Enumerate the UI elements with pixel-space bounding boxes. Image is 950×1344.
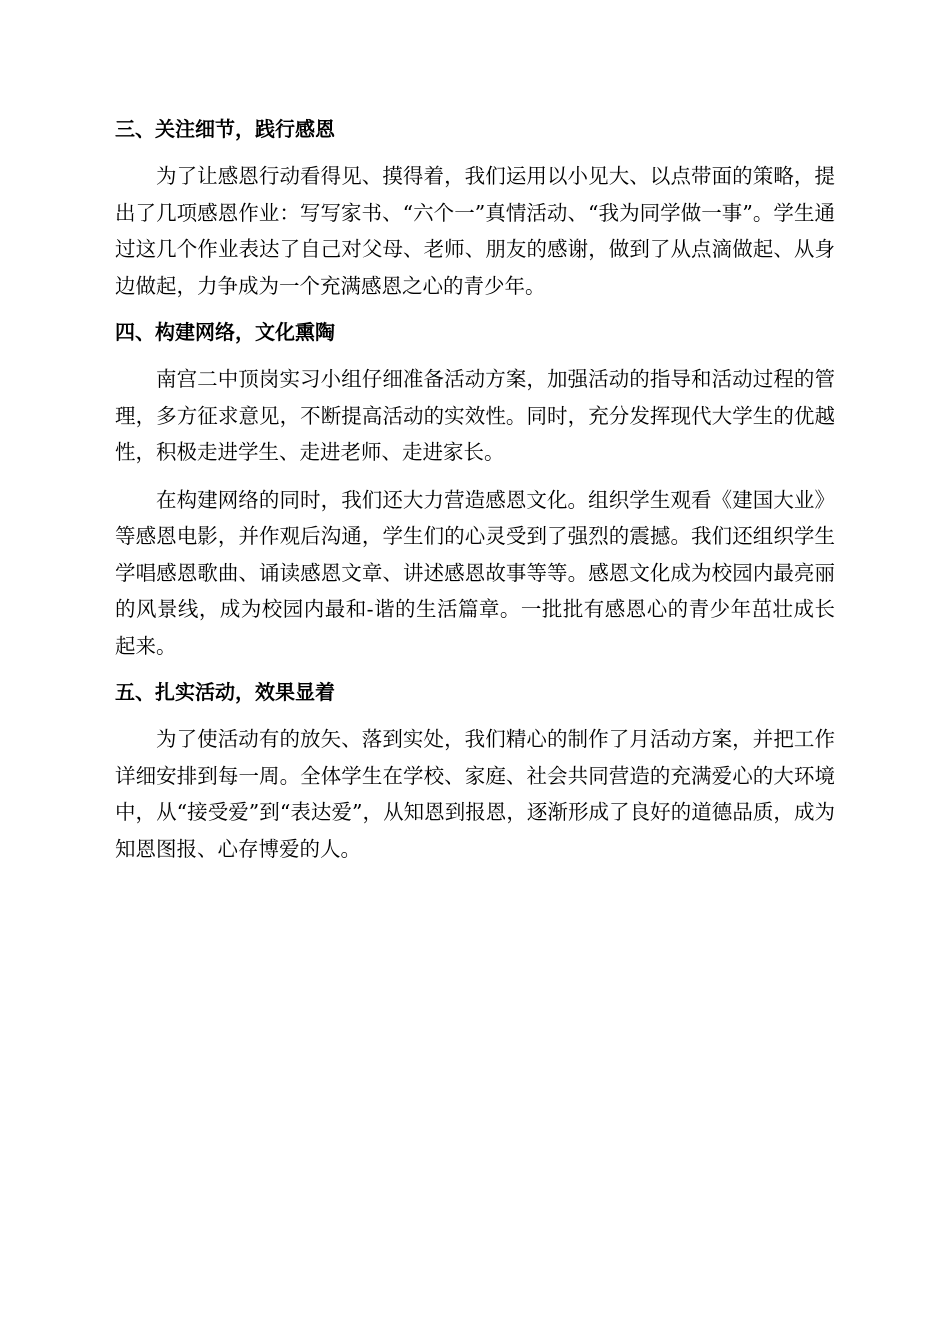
section-attention-to-detail	[115, 112, 835, 304]
section-heading: 四、构建网络，文化熏陶	[115, 320, 335, 344]
paragraph: 为了让感恩行动看得见、摸得着，我们运用以小见大、以点带面的策略，提出了几项感恩作业：写写家书、“六个一”真情活动、“我为同学做一事”。学生通过这几个作业表达了自己对父母、老师、朋友的感谢，做到了从点滴做起、从身边做起，力争成为一个充满感恩之心的青少年。	[115, 164, 835, 298]
section-solid-activities	[115, 675, 835, 867]
section-build-network	[115, 315, 835, 664]
paragraph: 为了使活动有的放矢、落到实处，我们精心的制作了月活动方案，并把工作详细安排到每一周。全体学生在学校、家庭、社会共同营造的充满爱心的大环境中，从“接受爱”到“表达爱”，从知恩到报恩，逐渐形成了良好的道德品质，成为知恩图报、心存博爱的人。	[115, 727, 835, 861]
section-heading: 三、关注细节，践行感恩	[115, 117, 335, 141]
document-page	[115, 112, 835, 878]
paragraph: 南宫二中顶岗实习小组仔细准备活动方案，加强活动的指导和活动过程的管理，多方征求意见，不断提高活动的实效性。同时，充分发挥现代大学生的优越性，积极走进学生、走进老师、走进家长。	[115, 367, 835, 464]
section-heading: 五、扎实活动，效果显着	[115, 680, 335, 704]
paragraph: 在构建网络的同时，我们还大力营造感恩文化。组织学生观看《建国大业》等感恩电影，并作观后沟通，学生们的心灵受到了强烈的震撼。我们还组织学生学唱感恩歌曲、诵读感恩文章、讲述感恩故事等等。感恩文化成为校园内最亮丽的风景线，成为校园内最和-谐的生活篇章。一批批有感恩心的青少年茁壮成长起来。	[115, 487, 835, 658]
